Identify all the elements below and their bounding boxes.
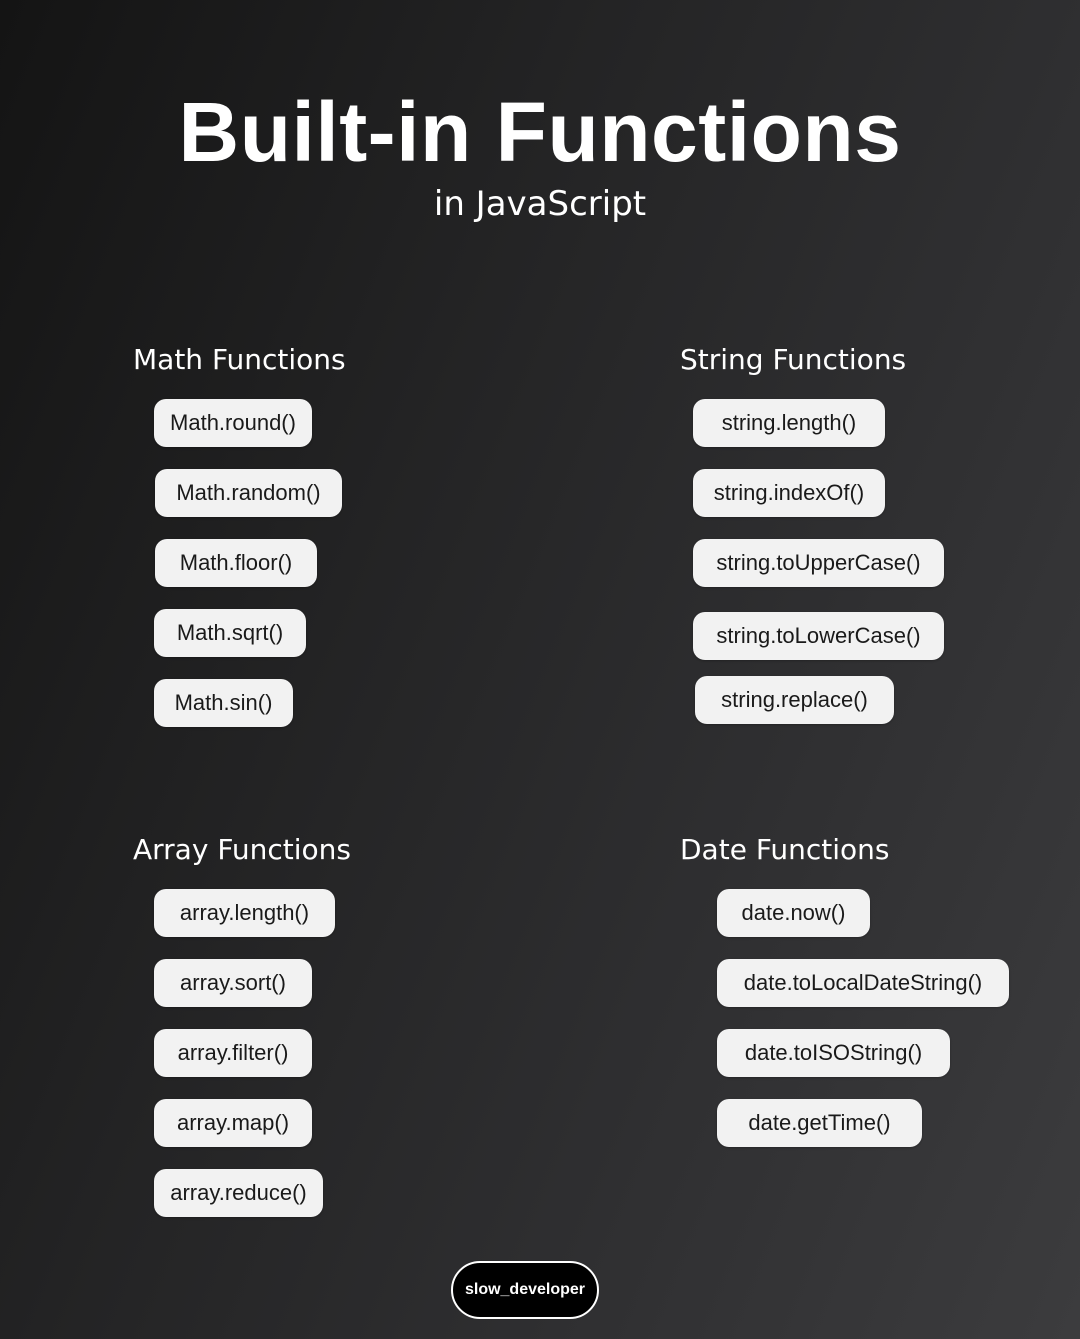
math-item-sin: Math.sin() [154, 679, 293, 727]
array-item-map: array.map() [154, 1099, 312, 1147]
string-item-touppercase: string.toUpperCase() [693, 539, 944, 587]
array-item-sort: array.sort() [154, 959, 312, 1007]
array-item-length: array.length() [154, 889, 335, 937]
string-item-replace: string.replace() [695, 676, 894, 724]
page-subtitle: in JavaScript [433, 184, 647, 224]
date-item-tolocaldatestring: date.toLocalDateString() [717, 959, 1009, 1007]
section-heading-array: Array Functions [133, 833, 351, 866]
date-item-toisostring: date.toISOString() [717, 1029, 950, 1077]
array-item-reduce: array.reduce() [154, 1169, 323, 1217]
section-heading-date: Date Functions [680, 833, 890, 866]
array-item-filter: array.filter() [154, 1029, 312, 1077]
string-item-tolowercase: string.toLowerCase() [693, 612, 944, 660]
math-item-round: Math.round() [154, 399, 312, 447]
author-badge: slow_developer [451, 1261, 599, 1319]
math-item-sqrt: Math.sqrt() [154, 609, 306, 657]
string-item-indexof: string.indexOf() [693, 469, 885, 517]
section-heading-string: String Functions [680, 343, 907, 376]
section-heading-math: Math Functions [133, 343, 346, 376]
math-item-floor: Math.floor() [155, 539, 317, 587]
page-title: Built-in Functions [178, 85, 902, 179]
math-item-random: Math.random() [155, 469, 342, 517]
date-item-gettime: date.getTime() [717, 1099, 922, 1147]
date-item-now: date.now() [717, 889, 870, 937]
string-item-length: string.length() [693, 399, 885, 447]
